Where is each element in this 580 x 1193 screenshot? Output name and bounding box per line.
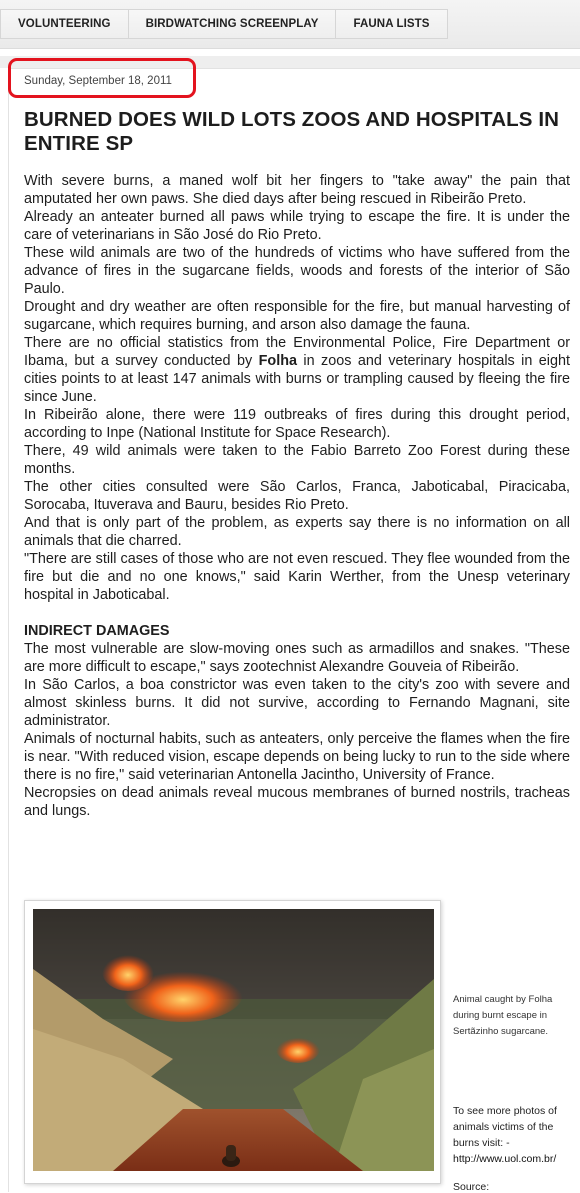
folha-text-before: There are no official statistics from the Environmental Police, Fire Department or Ibama, but a survey conducted by (24, 335, 570, 369)
spacer (24, 604, 570, 622)
section-heading: INDIRECT DAMAGES (24, 623, 170, 639)
paragraph: These wild animals are two of the hundreds of victims who have suffered from the advance of fires in the sugarcane fields, woods and forests of the interior of São Paulo. (24, 245, 570, 297)
post-title: BURNED DOES WILD LOTS ZOOS AND HOSPITALS IN ENTIRE SP (24, 108, 560, 155)
paragraph: Already an anteater burned all paws while trying to escape the fire. It is under the care of veterinarians in São José do Rio Preto. (24, 209, 570, 243)
more-photos (453, 1103, 573, 1167)
folha-name: Folha (258, 353, 297, 369)
paragraph-folha-survey (24, 334, 570, 406)
paragraph: The other cities consulted were São Carlos, Franca, Jaboticabal, Piracicaba, Sorocaba, Ituverava and Bauru, besides Rio Preto. (24, 479, 570, 513)
tab-fauna-lists[interactable]: FAUNA LISTS (336, 9, 447, 39)
photo-frame (24, 900, 441, 1184)
folha-text-after: in zoos and veterinary hospitals in eight cities points to at least 147 animals with burns or trampling caused by fleeing the fire since June. (24, 353, 571, 405)
paragraph: "There are still cases of those who are not even rescued. They flee wounded from the fire but die and no one knows," said Karin Werther, from the Unesp veterinary hospital in Jaboticabal. (24, 551, 570, 603)
fire-field-photo[interactable] (33, 909, 434, 1171)
source-label: Source: (453, 1181, 490, 1193)
top-navigation (0, 0, 580, 49)
tab-volunteering[interactable]: VOLUNTEERING (0, 9, 129, 39)
paragraph: There, 49 wild animals were taken to the Fabio Barreto Zoo Forest during these months. (24, 443, 570, 477)
more-photos-link[interactable]: http://www.uol.com.br/ (453, 1153, 557, 1165)
post-date: Sunday, September 18, 2011 (24, 75, 172, 87)
paragraph: In Ribeirão alone, there were 119 outbreaks of fires during this drought period, according to Inpe (National Institute for Space Research). (24, 407, 570, 441)
paragraph: Animals of nocturnal habits, such as anteaters, only perceive the flames when the fire is near. "With reduced vision, escape depends on being lucky to run to the side where there is no fire," said veterinarian Antonella Jacintho, University of France. (24, 731, 570, 783)
paragraph: And that is only part of the problem, as experts say there is no information on all animals that die charred. (24, 515, 570, 549)
paragraph: The most vulnerable are slow-moving ones such as armadillos and snakes. "These are more difficult to escape," says zootechnist Alexandre Gouveia of Ribeirão. (24, 641, 570, 675)
paragraph: Drought and dry weather are often responsible for the fire, but manual harvesting of sugarcane, which requires burning, and arson also damage the fauna. (24, 299, 570, 333)
photo-caption: Animal caught by Folha during burnt escape in Sertãzinho sugarcane. (453, 994, 553, 1037)
paragraph: Necropsies on dead animals reveal mucous membranes of burned nostrils, tracheas and lungs. (24, 785, 570, 819)
paragraph: With severe burns, a maned wolf bit her fingers to "take away" the pain that amputated her own paws. She died days after being rescued in Ribeirão Preto. (24, 173, 570, 207)
nav-tabs (0, 9, 448, 39)
post-body (24, 172, 570, 820)
paragraph: In São Carlos, a boa constrictor was even taken to the city's zoo with severe and almost skinless burns. It did not survive, according to Fernando Magnani, site administrator. (24, 677, 570, 729)
more-photos-text: To see more photos of animals victims of the burns visit: - (453, 1105, 557, 1149)
tab-birdwatching-screenplay[interactable]: BIRDWATCHING SCREENPLAY (129, 9, 337, 39)
